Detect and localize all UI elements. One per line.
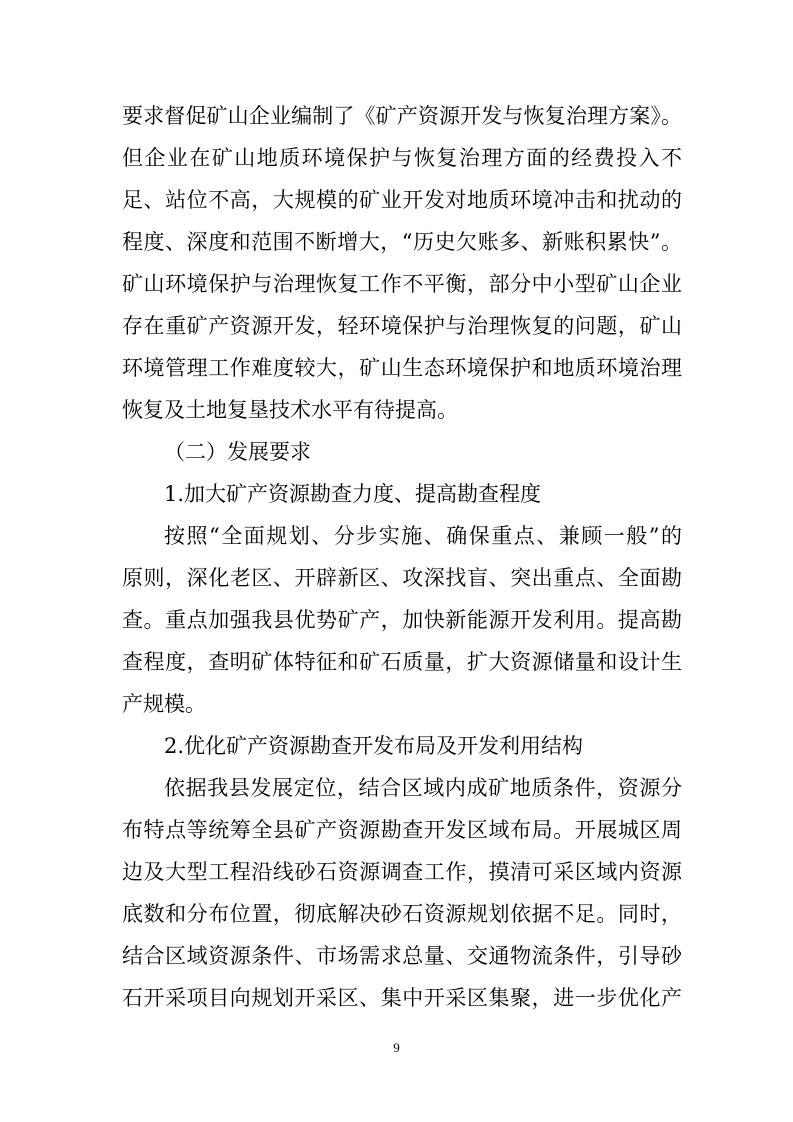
paragraph-line: 查。重点加强我县优势矿产，加快新能源开发利用。提高勘 [122,608,682,632]
paragraph-line: 原则，深化老区、开辟新区、攻深找盲、突出重点、全面勘 [122,566,682,590]
paragraph-line: 结合区域资源条件、市场需求总量、交通物流条件，引导砂 [122,944,682,968]
paragraph-line: 恢复及土地复垦技术水平有待提高。 [122,398,458,422]
paragraph-line: 足、站位不高，大规模的矿业开发对地质环境冲击和扰动的 [122,188,682,212]
page-number: 9 [393,1040,400,1055]
section-heading: （二）发展要求 [164,440,311,464]
paragraph-line: 布特点等统筹全县矿产资源勘查开发区域布局。开展城区周 [122,818,682,842]
paragraph-line: 存在重矿产资源开发，轻环境保护与治理恢复的问题，矿山 [122,314,682,338]
paragraph-line: 但企业在矿山地质环境保护与恢复治理方面的经费投入不 [122,146,682,170]
paragraph-line: 按照“全面规划、分步实施、确保重点、兼顾一般”的 [164,524,682,548]
paragraph-line: 程度、深度和范围不断增大，“历史欠账多、新账积累快”。 [122,230,682,254]
paragraph-line: 依据我县发展定位，结合区域内成矿地质条件，资源分 [164,776,682,800]
paragraph-line: 底数和分布位置，彻底解决砂石资源规划依据不足。同时， [122,902,682,926]
paragraph-line: 矿山环境保护与治理恢复工作不平衡，部分中小型矿山企业 [122,272,682,296]
paragraph-line: 边及大型工程沿线砂石资源调查工作，摸清可采区域内资源 [122,860,682,884]
paragraph-line: 产规模。 [122,692,206,716]
subsection-heading: 1.加大矿产资源勘查力度、提高勘查程度 [164,482,542,506]
paragraph-line: 要求督促矿山企业编制了《矿产资源开发与恢复治理方案》。 [122,104,682,128]
paragraph-line: 环境管理工作难度较大，矿山生态环境保护和地质环境治理 [122,356,682,380]
subsection-heading: 2.优化矿产资源勘查开发布局及开发利用结构 [164,734,584,758]
paragraph-line: 查程度，查明矿体特征和矿石质量，扩大资源储量和设计生 [122,650,682,674]
paragraph-line: 石开采项目向规划开采区、集中开采区集聚，进一步优化产 [122,986,682,1010]
